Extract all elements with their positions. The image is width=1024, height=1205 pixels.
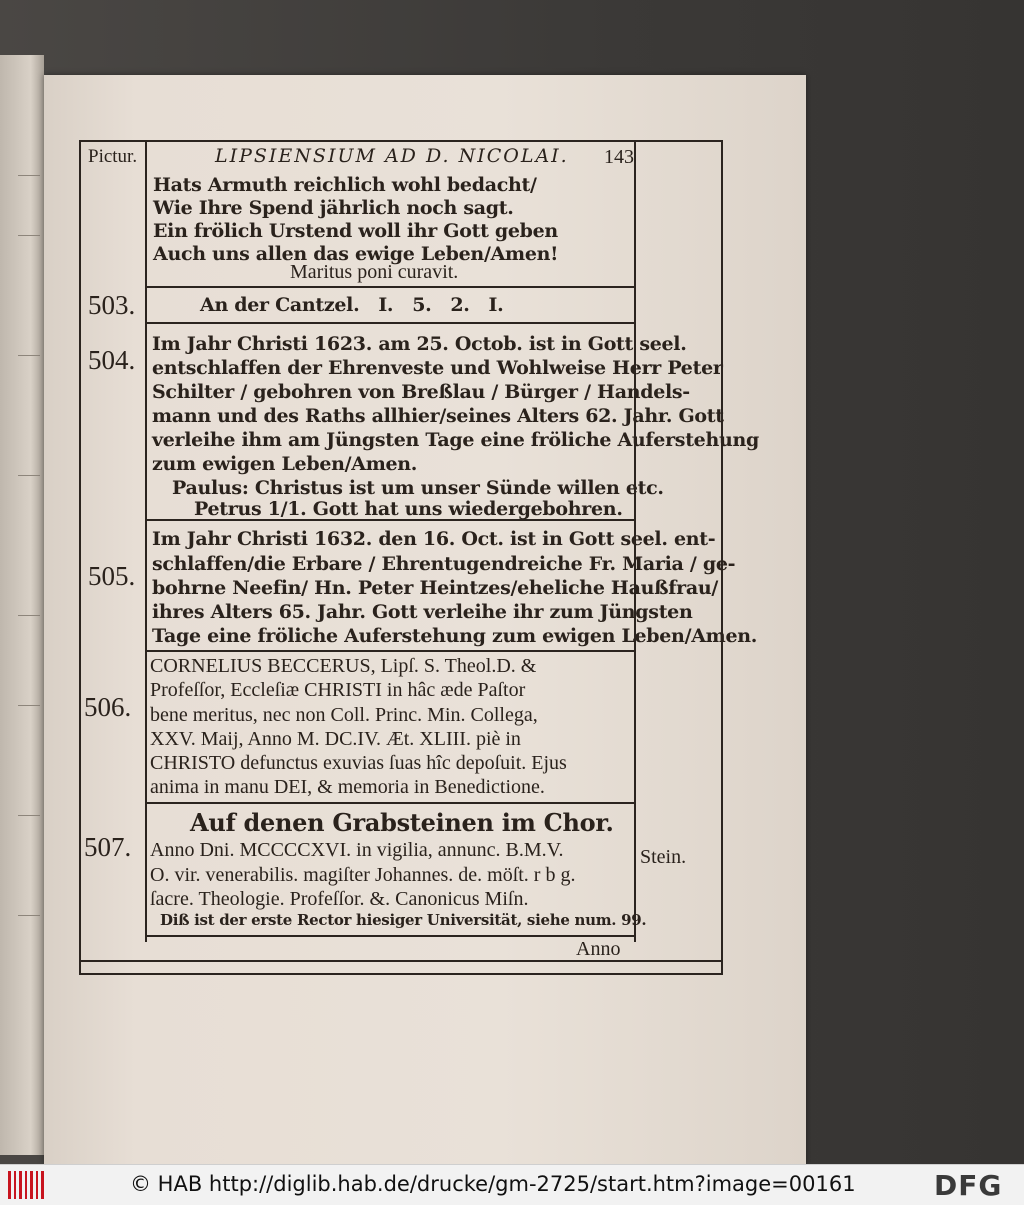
poem-line: Wie Ihre Spend jährlich noch sagt.	[153, 197, 514, 219]
entry-507-heading: Auf denen Grabsteinen im Chor.	[190, 808, 614, 837]
running-title: LIPSIENSIUM AD D. NICOLAI.	[215, 145, 569, 167]
entry-506-line: anima in manu DEI, & memoria in Benedictione.	[150, 776, 545, 798]
previous-page-edge	[0, 55, 44, 1155]
entry-505-line: Tage eine fröliche Auferstehung zum ewigen Leben/Amen.	[152, 625, 758, 647]
entry-number-505: 505.	[88, 561, 136, 591]
rule-503-top	[147, 286, 634, 288]
copyright-link[interactable]: © HAB http://diglib.hab.de/drucke/gm-2725/start.htm?image=00161	[130, 1172, 856, 1196]
entry-number-503: 503.	[88, 290, 136, 320]
entry-504-line: Schilter / gebohren von Breßlau / Bürger / Handels-	[152, 381, 690, 403]
entry-505-line: ihres Alters 65. Jahr. Gott verleihe ihr zum Jüngsten	[152, 601, 693, 623]
page-number: 143	[604, 146, 634, 168]
poem-line: Hats Armuth reichlich wohl bedacht/	[153, 174, 537, 196]
header-left: Pictur.	[88, 146, 138, 167]
entry-505-line: schlaffen/die Erbare / Ehrentugendreiche Fr. Maria / ge-	[152, 553, 736, 575]
entry-507-note: Diß ist der erste Rector hiesiger Universität, siehe num. 99.	[160, 911, 647, 929]
rule-507-top	[147, 802, 634, 804]
entry-506-line: XXV. Maij, Anno M. DC.IV. Æt. XLIII. piè in	[150, 728, 521, 750]
entry-507-line: ſacre. Theologie. Profeſſor. &. Canonicus Miſn.	[150, 888, 529, 910]
entry-506-line: bene meritus, nec non Coll. Princ. Min. Collega,	[150, 704, 538, 726]
catchword: Anno	[576, 938, 621, 960]
rule-506-top	[147, 650, 634, 652]
entry-504-line: zum ewigen Leben/Amen.	[152, 453, 418, 475]
viewer-footer	[0, 1164, 1024, 1205]
entry-504-quote: Petrus 1/1. Gott hat uns wiedergebohren.	[194, 498, 623, 520]
poem-signature: Maritus poni curavit.	[290, 261, 459, 283]
rule-bottom-inner	[81, 960, 721, 962]
hab-barcode-icon	[6, 1171, 46, 1199]
entry-507-margin-note: Stein.	[640, 846, 687, 868]
entry-504-quote: Paulus: Christus ist um unser Sünde willen etc.	[172, 477, 664, 499]
entry-504-line: mann und des Raths allhier/seines Alters 62. Jahr. Gott	[152, 405, 724, 427]
entry-507-line: O. vir. venerabilis. magiſter Johannes. de. möſt. r b g.	[150, 864, 576, 886]
entry-number-507: 507.	[84, 832, 132, 862]
entry-506-line: CORNELIUS BECCERUS, Lipſ. S. Theol.D. &	[150, 655, 537, 677]
poem-line: Auch uns allen das ewige Leben/Amen!	[153, 243, 559, 265]
rule-503-bottom	[147, 322, 634, 324]
entry-507-line: Anno Dni. MCCCCXVI. in vigilia, annunc. B.M.V.	[150, 839, 564, 861]
entry-503-text: An der Cantzel. I. 5. 2. I.	[200, 294, 504, 316]
dfg-logo: DFG	[934, 1169, 1003, 1202]
entry-505-line: Im Jahr Christi 1632. den 16. Oct. ist in Gott seel. ent-	[152, 528, 716, 550]
entry-number-504: 504.	[88, 345, 136, 375]
left-column-rule	[145, 142, 147, 942]
entry-504-line: verleihe ihm am Jüngsten Tage eine fröliche Auferstehung	[152, 429, 759, 451]
entry-505-line: bohrne Neefin/ Hn. Peter Heintzes/eheliche Haußfrau/	[152, 577, 718, 599]
entry-506-line: Profeſſor, Eccleſiæ CHRISTI in hâc æde Paſtor	[150, 679, 526, 701]
entry-506-line: CHRISTO defunctus exuvias ſuas hîc depoſuit. Ejus	[150, 752, 567, 774]
entry-number-506: 506.	[84, 692, 132, 722]
poem-line: Ein frölich Urstend woll ihr Gott geben	[153, 220, 558, 242]
entry-504-line: Im Jahr Christi 1623. am 25. Octob. ist in Gott seel.	[152, 333, 687, 355]
rule-catchword	[147, 935, 634, 937]
entry-504-line: entschlaffen der Ehrenveste und Wohlweise Herr Peter	[152, 357, 723, 379]
